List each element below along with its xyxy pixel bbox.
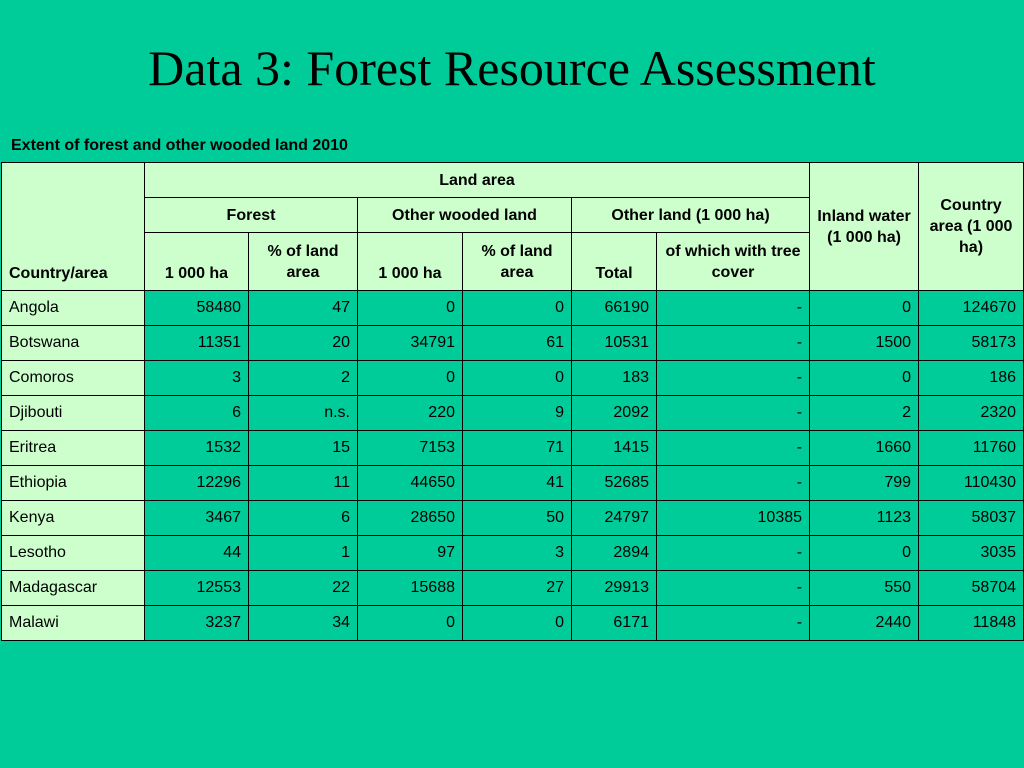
country-cell: Angola: [2, 291, 145, 326]
inland-water-cell: 799: [810, 466, 919, 501]
forest-pct-cell: 47: [249, 291, 358, 326]
other-land-tree-cell: -: [657, 361, 810, 396]
inland-water-cell: 0: [810, 536, 919, 571]
owl-pct-cell: 41: [463, 466, 572, 501]
other-land-tree-cell: -: [657, 606, 810, 641]
other-land-tree-cell: -: [657, 431, 810, 466]
table-row: [2, 536, 1024, 571]
forest-pct-cell: 20: [249, 326, 358, 361]
country-area-cell: 110430: [919, 466, 1024, 501]
other-land-tree-cell: -: [657, 326, 810, 361]
other-land-tree-cell: 10385: [657, 501, 810, 536]
other-land-total-cell: 6171: [572, 606, 657, 641]
country-cell: Eritrea: [2, 431, 145, 466]
table-row: [2, 396, 1024, 431]
country-area-cell: 11848: [919, 606, 1024, 641]
header-country: Country/area: [2, 163, 145, 291]
table-row: [2, 466, 1024, 501]
country-area-cell: 58173: [919, 326, 1024, 361]
header-inland-water: Inland water (1 000 ha): [810, 163, 919, 291]
country-cell: Ethiopia: [2, 466, 145, 501]
country-area-cell: 124670: [919, 291, 1024, 326]
owl-pct-cell: 3: [463, 536, 572, 571]
other-land-total-cell: 52685: [572, 466, 657, 501]
forest-ha-cell: 12296: [145, 466, 249, 501]
other-land-total-cell: 29913: [572, 571, 657, 606]
forest-ha-cell: 44: [145, 536, 249, 571]
owl-pct-cell: 0: [463, 291, 572, 326]
country-cell: Botswana: [2, 326, 145, 361]
header-land-area: Land area: [145, 163, 810, 198]
forest-pct-cell: 15: [249, 431, 358, 466]
other-land-tree-cell: -: [657, 466, 810, 501]
inland-water-cell: 1123: [810, 501, 919, 536]
inland-water-cell: 2440: [810, 606, 919, 641]
country-cell: Kenya: [2, 501, 145, 536]
other-land-total-cell: 66190: [572, 291, 657, 326]
header-forest: Forest: [145, 198, 358, 233]
forest-pct-cell: n.s.: [249, 396, 358, 431]
forest-ha-cell: 1532: [145, 431, 249, 466]
owl-ha-cell: 0: [358, 361, 463, 396]
forest-pct-cell: 22: [249, 571, 358, 606]
owl-ha-cell: 97: [358, 536, 463, 571]
table-row: [2, 571, 1024, 606]
table-row: [2, 291, 1024, 326]
owl-pct-cell: 0: [463, 606, 572, 641]
country-cell: Lesotho: [2, 536, 145, 571]
forest-pct-cell: 2: [249, 361, 358, 396]
country-area-cell: 186: [919, 361, 1024, 396]
header-other-land-tree-cover: of which with tree cover: [657, 233, 810, 291]
forest-pct-cell: 34: [249, 606, 358, 641]
other-land-total-cell: 2894: [572, 536, 657, 571]
country-area-cell: 2320: [919, 396, 1024, 431]
other-land-tree-cell: -: [657, 291, 810, 326]
forest-ha-cell: 58480: [145, 291, 249, 326]
owl-pct-cell: 71: [463, 431, 572, 466]
inland-water-cell: 2: [810, 396, 919, 431]
country-area-cell: 3035: [919, 536, 1024, 571]
owl-ha-cell: 34791: [358, 326, 463, 361]
owl-pct-cell: 9: [463, 396, 572, 431]
other-land-tree-cell: -: [657, 396, 810, 431]
other-land-total-cell: 2092: [572, 396, 657, 431]
other-land-total-cell: 183: [572, 361, 657, 396]
table-row: [2, 501, 1024, 536]
owl-ha-cell: 28650: [358, 501, 463, 536]
country-cell: Comoros: [2, 361, 145, 396]
table-row: [2, 361, 1024, 396]
table-row: [2, 326, 1024, 361]
header-other-land: Other land (1 000 ha): [572, 198, 810, 233]
other-land-total-cell: 24797: [572, 501, 657, 536]
owl-ha-cell: 15688: [358, 571, 463, 606]
owl-ha-cell: 7153: [358, 431, 463, 466]
owl-ha-cell: 0: [358, 606, 463, 641]
forest-ha-cell: 3237: [145, 606, 249, 641]
other-land-total-cell: 1415: [572, 431, 657, 466]
owl-pct-cell: 0: [463, 361, 572, 396]
header-other-land-total: Total: [572, 233, 657, 291]
country-cell: Djibouti: [2, 396, 145, 431]
inland-water-cell: 1500: [810, 326, 919, 361]
header-other-wooded-land: Other wooded land: [358, 198, 572, 233]
forest-ha-cell: 3: [145, 361, 249, 396]
country-area-cell: 58704: [919, 571, 1024, 606]
header-owl-pct: % of land area: [463, 233, 572, 291]
country-area-cell: 11760: [919, 431, 1024, 466]
owl-pct-cell: 50: [463, 501, 572, 536]
country-cell: Madagascar: [2, 571, 145, 606]
header-owl-ha: 1 000 ha: [358, 233, 463, 291]
owl-ha-cell: 0: [358, 291, 463, 326]
owl-pct-cell: 61: [463, 326, 572, 361]
table-row: [2, 606, 1024, 641]
country-area-cell: 58037: [919, 501, 1024, 536]
table-row: [2, 431, 1024, 466]
owl-ha-cell: 44650: [358, 466, 463, 501]
inland-water-cell: 1660: [810, 431, 919, 466]
owl-ha-cell: 220: [358, 396, 463, 431]
header-forest-pct: % of land area: [249, 233, 358, 291]
forest-ha-cell: 11351: [145, 326, 249, 361]
header-country-area: Country area (1 000 ha): [919, 163, 1024, 291]
inland-water-cell: 0: [810, 361, 919, 396]
other-land-total-cell: 10531: [572, 326, 657, 361]
other-land-tree-cell: -: [657, 571, 810, 606]
inland-water-cell: 550: [810, 571, 919, 606]
forest-ha-cell: 6: [145, 396, 249, 431]
forest-pct-cell: 6: [249, 501, 358, 536]
inland-water-cell: 0: [810, 291, 919, 326]
forest-ha-cell: 12553: [145, 571, 249, 606]
forest-ha-cell: 3467: [145, 501, 249, 536]
owl-pct-cell: 27: [463, 571, 572, 606]
forest-extent-table: [1, 162, 1024, 641]
slide-title: Data 3: Forest Resource Assessment: [148, 40, 876, 96]
table-caption: Extent of forest and other wooded land 2010: [11, 137, 348, 154]
other-land-tree-cell: -: [657, 536, 810, 571]
header-forest-ha: 1 000 ha: [145, 233, 249, 291]
forest-pct-cell: 1: [249, 536, 358, 571]
forest-pct-cell: 11: [249, 466, 358, 501]
country-cell: Malawi: [2, 606, 145, 641]
